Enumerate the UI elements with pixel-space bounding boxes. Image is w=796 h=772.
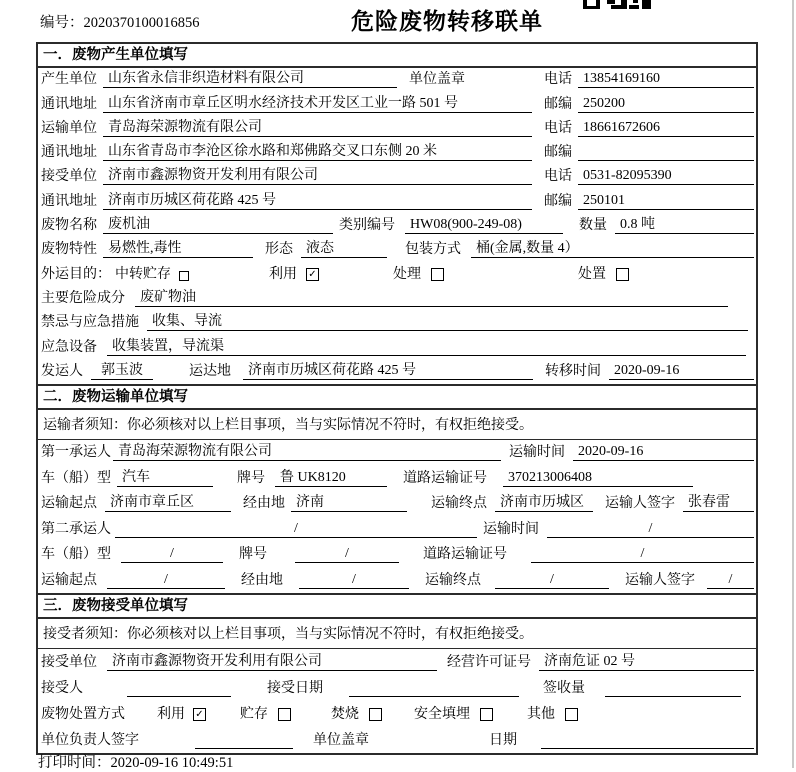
origin2-value: /: [107, 572, 225, 589]
row-route2: [38, 567, 756, 593]
checkbox-incinerate: [369, 708, 382, 721]
road-permit1-value: 370213006408: [503, 470, 693, 487]
producer-unit-label: 产生单位: [41, 72, 97, 88]
quantity-label: 数量: [579, 218, 607, 234]
accept-unit-label: 接受单位: [41, 654, 97, 670]
checkbox-utilize: ✓: [306, 268, 319, 281]
option-incinerate-label: 焚烧: [331, 706, 359, 722]
acceptor-label: 接受人: [41, 680, 83, 696]
plate-no2-label: 牌号: [239, 547, 267, 563]
transport-date1-value: 2020-09-16: [573, 444, 754, 461]
receiver-zip-value: 250101: [578, 193, 754, 210]
consignor-label: 发运人: [41, 363, 83, 379]
category-code-value: HW08(900-249-08): [405, 217, 563, 234]
row-producer-address: [38, 92, 756, 116]
waste-traits-value: 易燃性,毒性: [103, 237, 253, 258]
seal-date-label: 日期: [489, 732, 517, 748]
plate-no2-value: /: [295, 546, 399, 563]
page-edge-line: [792, 0, 794, 768]
carrier-sign2-value: /: [707, 572, 754, 589]
checkbox-dispose: [616, 268, 629, 281]
carrier-sign2-label: 运输人签字: [625, 572, 695, 588]
transfer-purpose-label: 外运目的：: [41, 266, 111, 282]
origin1-value: 济南市章丘区: [105, 491, 231, 512]
received-amount-value: [605, 682, 741, 697]
disposal-method-label: 废物处置方式: [41, 706, 125, 722]
received-amount-label: 签收量: [543, 680, 585, 696]
packing-value: 桶(金属,数量 4）: [471, 237, 754, 258]
road-permit2-label: 道路运输证号: [423, 547, 507, 563]
producer-address-label: 通讯地址: [41, 96, 97, 112]
transport-date2-value: /: [547, 521, 754, 538]
seal-date-value: [541, 734, 754, 749]
second-carrier-value: /: [115, 521, 477, 538]
transport-address-label: 通讯地址: [41, 145, 97, 161]
transport-date2-label: 运输时间: [483, 521, 539, 537]
terminus2-value: /: [495, 572, 609, 589]
terminus1-label: 运输终点: [431, 496, 487, 512]
transport-zip-label: 邮编: [544, 145, 572, 161]
option-landfill-label: 安全填埋: [414, 706, 470, 722]
quantity-value: 0.8 吨: [615, 213, 754, 234]
doc-number-value: 2020370100016856: [83, 15, 200, 31]
vehicle-type1-value: 汽车: [117, 466, 213, 487]
transport-zip-value: [578, 146, 754, 161]
row-acceptor: [38, 675, 756, 701]
destination-label: 运达地: [189, 363, 231, 379]
emergency-equipment-label: 应急设备: [41, 339, 97, 355]
row-receiver-unit: [38, 165, 756, 189]
packing-label: 包装方式: [405, 242, 461, 258]
producer-phone-label: 电话: [544, 72, 572, 88]
main-hazard-value: 废矿物油: [135, 286, 728, 307]
producer-unit-value: 山东省永信非织造材料有限公司: [103, 67, 397, 88]
vehicle-type2-value: /: [121, 546, 223, 563]
row-receiver-address: [38, 189, 756, 213]
section-producer-title: 一．废物产生单位填写: [38, 44, 756, 68]
checkbox-utilize2: ✓: [193, 708, 206, 721]
receiver-phone-label: 电话: [544, 169, 572, 185]
option-utilize2-label: 利用: [157, 706, 185, 722]
row-waste-name: [38, 214, 756, 238]
row-responsible-sign: [38, 727, 756, 753]
via2-value: /: [299, 572, 409, 589]
category-code-label: 类别编号: [339, 218, 395, 234]
road-permit2-value: /: [531, 546, 754, 563]
via2-label: 经由地: [241, 572, 283, 588]
transfer-date-label: 转移时间: [545, 363, 601, 379]
transport-phone-label: 电话: [544, 120, 572, 136]
row-transport-address: [38, 141, 756, 165]
option-utilize-label: 利用: [269, 266, 297, 282]
row-first-carrier: [38, 440, 756, 466]
option-other-label: 其他: [527, 706, 555, 722]
origin2-label: 运输起点: [41, 572, 97, 588]
destination-value: 济南市历城区荷花路 425 号: [243, 359, 533, 380]
row-transfer-purpose: [38, 262, 756, 286]
section-receiver-title: 三．废物接受单位填写: [38, 593, 756, 619]
form-state-label: 形态: [265, 242, 293, 258]
vehicle-type1-label: 车（船）型: [41, 470, 111, 486]
producer-zip-value: 250200: [578, 96, 754, 113]
waste-name-value: 废机油: [103, 213, 333, 234]
receiver-zip-label: 邮编: [544, 193, 572, 209]
acceptor-value: [127, 682, 231, 697]
transport-unit-label: 运输单位: [41, 120, 97, 136]
license-no-label: 经营许可证号: [447, 654, 531, 670]
carrier-sign1-label: 运输人签字: [605, 496, 675, 512]
section-producer: [38, 44, 756, 384]
print-time-label: 打印时间：: [38, 755, 111, 771]
carrier-sign1-value: 张春雷: [683, 491, 754, 512]
via1-value: 济南: [291, 491, 407, 512]
transfer-date-value: 2020-09-16: [609, 363, 754, 380]
print-time: [38, 751, 233, 772]
row-disposal-method: [38, 701, 756, 727]
checkbox-treat: [431, 268, 444, 281]
waste-name-label: 废物名称: [41, 218, 97, 234]
transport-phone-value: 18661672606: [578, 120, 754, 137]
checkbox-landfill: [480, 708, 493, 721]
doc-number: [40, 11, 200, 32]
form-title: 危险废物转移联单: [351, 9, 543, 34]
plate-no1-label: 牌号: [237, 470, 265, 486]
precautions-label: 禁忌与应急措施: [41, 315, 139, 331]
transport-date1-label: 运输时间: [509, 445, 565, 461]
terminus1-value: 济南市历城区: [495, 491, 593, 512]
road-permit1-label: 道路运输证号: [403, 470, 487, 486]
unit-seal-label: 单位盖章: [409, 72, 465, 88]
checkbox-transit-storage: [179, 271, 189, 281]
qr-code-fragment: [583, 0, 653, 9]
transport-unit-value: 青岛海荣源物流有限公司: [103, 116, 532, 137]
accept-unit-value: 济南市鑫源物资开发利用有限公司: [107, 650, 437, 671]
row-main-hazard: [38, 287, 756, 311]
receiver-address-value: 济南市历城区荷花路 425 号: [103, 189, 532, 210]
section-transporter-title: 二．废物运输单位填写: [38, 384, 756, 410]
checkbox-other: [565, 708, 578, 721]
option-transit-storage-label: 中转贮存: [115, 266, 171, 282]
row-vehicle2: [38, 542, 756, 568]
row-accept-unit: [38, 649, 756, 675]
first-carrier-value: 青岛海荣源物流有限公司: [113, 440, 501, 461]
manifest-table: [36, 42, 758, 755]
second-carrier-label: 第二承运人: [41, 521, 111, 537]
row-producer-unit: [38, 68, 756, 92]
row-vehicle1: [38, 465, 756, 491]
checkbox-store: [278, 708, 291, 721]
waste-traits-label: 废物特性: [41, 242, 97, 258]
option-treat-label: 处理: [393, 266, 421, 282]
producer-phone-value: 13854169160: [578, 71, 754, 88]
plate-no1-value: 鲁 UK8120: [275, 466, 387, 487]
origin1-label: 运输起点: [41, 496, 97, 512]
receiver-address-label: 通讯地址: [41, 193, 97, 209]
row-transport-unit: [38, 117, 756, 141]
receiver-phone-value: 0531-82095390: [578, 168, 754, 185]
via1-label: 经由地: [243, 496, 285, 512]
responsible-sign-label: 单位负责人签字: [41, 732, 139, 748]
vehicle-type2-label: 车（船）型: [41, 547, 111, 563]
precautions-value: 收集、导流: [147, 310, 748, 331]
form-state-value: 液态: [301, 237, 387, 258]
transport-address-value: 山东省青岛市李沧区徐水路和郑佛路交叉口东侧 20 米: [103, 140, 532, 161]
row-consignor: [38, 360, 756, 384]
terminus2-label: 运输终点: [425, 572, 481, 588]
accept-date-value: [349, 682, 519, 697]
producer-zip-label: 邮编: [544, 96, 572, 112]
document-header: [0, 0, 796, 42]
producer-address-value: 山东省济南市章丘区明水经济技术开发区工业一路 501 号: [103, 92, 532, 113]
responsible-sign-value: [195, 734, 293, 749]
receiver-unit-label: 接受单位: [41, 169, 97, 185]
consignor-value: 郭玉波: [91, 359, 153, 380]
transporter-notice: 运输者须知：你必须核对以上栏目事项，当与实际情况不符时，有权拒绝接受。: [38, 410, 756, 440]
print-time-value: 2020-09-16 10:49:51: [110, 755, 234, 771]
license-no-value: 济南危证 02 号: [539, 650, 754, 671]
option-store-label: 贮存: [240, 706, 268, 722]
receiver-unit-value: 济南市鑫源物资开发利用有限公司: [103, 164, 532, 185]
section-transporter: [38, 384, 756, 593]
accept-date-label: 接受日期: [267, 680, 323, 696]
row-second-carrier: [38, 516, 756, 542]
row-route1: [38, 491, 756, 517]
first-carrier-label: 第一承运人: [41, 445, 111, 461]
receiver-notice: 接受者须知：你必须核对以上栏目事项，当与实际情况不符时，有权拒绝接受。: [38, 619, 756, 649]
doc-number-label: 编号：: [40, 15, 84, 31]
section-receiver: [38, 593, 756, 753]
emergency-equipment-value: 收集装置，导流渠: [107, 335, 746, 356]
option-dispose-label: 处置: [578, 266, 606, 282]
unit-seal2-label: 单位盖章: [313, 732, 369, 748]
row-waste-traits: [38, 238, 756, 262]
row-precautions: [38, 311, 756, 335]
row-emergency-equipment: [38, 335, 756, 359]
main-hazard-label: 主要危险成分: [41, 290, 125, 306]
